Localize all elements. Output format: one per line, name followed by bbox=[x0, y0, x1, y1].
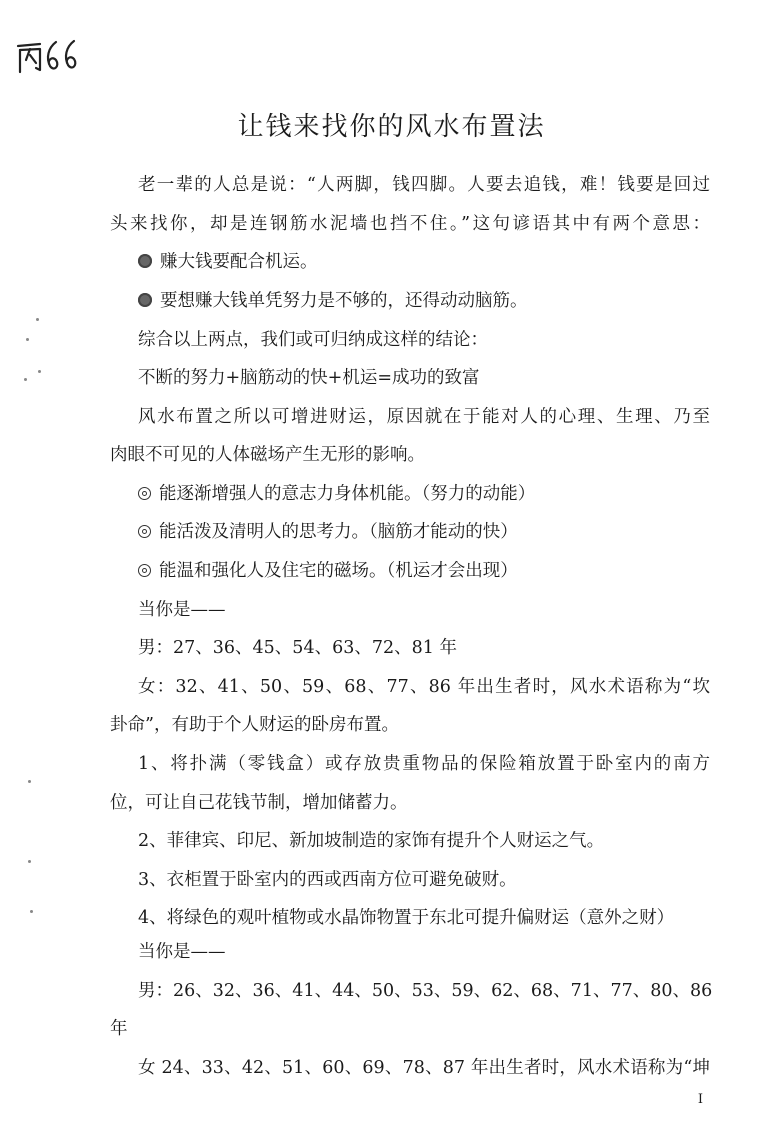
page-title: 让钱来找你的风水布置法 bbox=[237, 112, 546, 142]
paragraph-line: 卦命”，有助于个人财运的卧房布置。 bbox=[110, 715, 399, 735]
bullet-ring-icon bbox=[138, 564, 151, 577]
list-item: 能活泼及清明人的思考力。（脑筋才能动的快） bbox=[138, 520, 738, 544]
list-item: 能温和强化人及住宅的磁场。（机运才会出现） bbox=[138, 559, 738, 583]
handwritten-label bbox=[14, 36, 84, 76]
section-lead: 当你是—— bbox=[138, 942, 226, 962]
bullet-icon bbox=[138, 293, 152, 307]
page-number: I bbox=[697, 1092, 703, 1107]
section-lead: 当你是—— bbox=[138, 600, 226, 620]
bullet-ring-icon bbox=[138, 525, 151, 538]
male-years: 男：26、32、36、41、44、50、53、59、62、68、71、77、80、86 bbox=[138, 981, 713, 1001]
list-item: 赚大钱要配合机运。 bbox=[138, 250, 738, 274]
paragraph-line: 年 bbox=[110, 1019, 128, 1039]
paragraph-line: 老一辈的人总是说：“人两脚，钱四脚。人要去追钱，难！钱要是回过 bbox=[138, 175, 710, 195]
female-years: 女 24、33、42、51、60、69、78、87 年出生者时，风水术语称为“坤 bbox=[138, 1058, 710, 1078]
tip-item: 2、菲律宾、印尼、新加坡制造的家饰有提升个人财运之气。 bbox=[138, 831, 605, 851]
tip-item: 4、将绿色的观叶植物或水晶饰物置于东北可提升偏财运（意外之财） bbox=[138, 908, 675, 928]
paragraph-line: 位，可让自己花钱节制，增加储蓄力。 bbox=[110, 793, 408, 813]
bullet-icon bbox=[138, 254, 152, 268]
male-years: 男：27、36、45、54、63、72、81 年 bbox=[138, 638, 457, 658]
paragraph-line: 头来找你，却是连钢筋水泥墙也挡不住。”这句谚语其中有两个意思： bbox=[110, 214, 710, 234]
list-item: 要想赚大钱单凭努力是不够的，还得动动脑筋。 bbox=[138, 289, 738, 313]
paragraph-line: 肉眼不可见的人体磁场产生无形的影响。 bbox=[110, 445, 425, 465]
female-years: 女：32、41、50、59、68、77、86 年出生者时，风水术语称为“坎 bbox=[138, 677, 710, 697]
formula: 不断的努力+脑筋动的快+机运=成功的致富 bbox=[138, 368, 480, 388]
conclusion-intro: 综合以上两点，我们或可归纳成这样的结论： bbox=[138, 330, 488, 350]
bullet-ring-icon bbox=[138, 487, 151, 500]
list-item: 能逐渐增强人的意志力身体机能。（努力的动能） bbox=[138, 482, 738, 506]
tip-item: 3、衣柜置于卧室内的西或西南方位可避免破财。 bbox=[138, 870, 517, 890]
tip-item: 1、将扑满（零钱盒）或存放贵重物品的保险箱放置于卧室内的南方 bbox=[138, 754, 710, 774]
paragraph-line: 风水布置之所以可增进财运，原因就在于能对人的心理、生理、乃至 bbox=[138, 407, 710, 427]
